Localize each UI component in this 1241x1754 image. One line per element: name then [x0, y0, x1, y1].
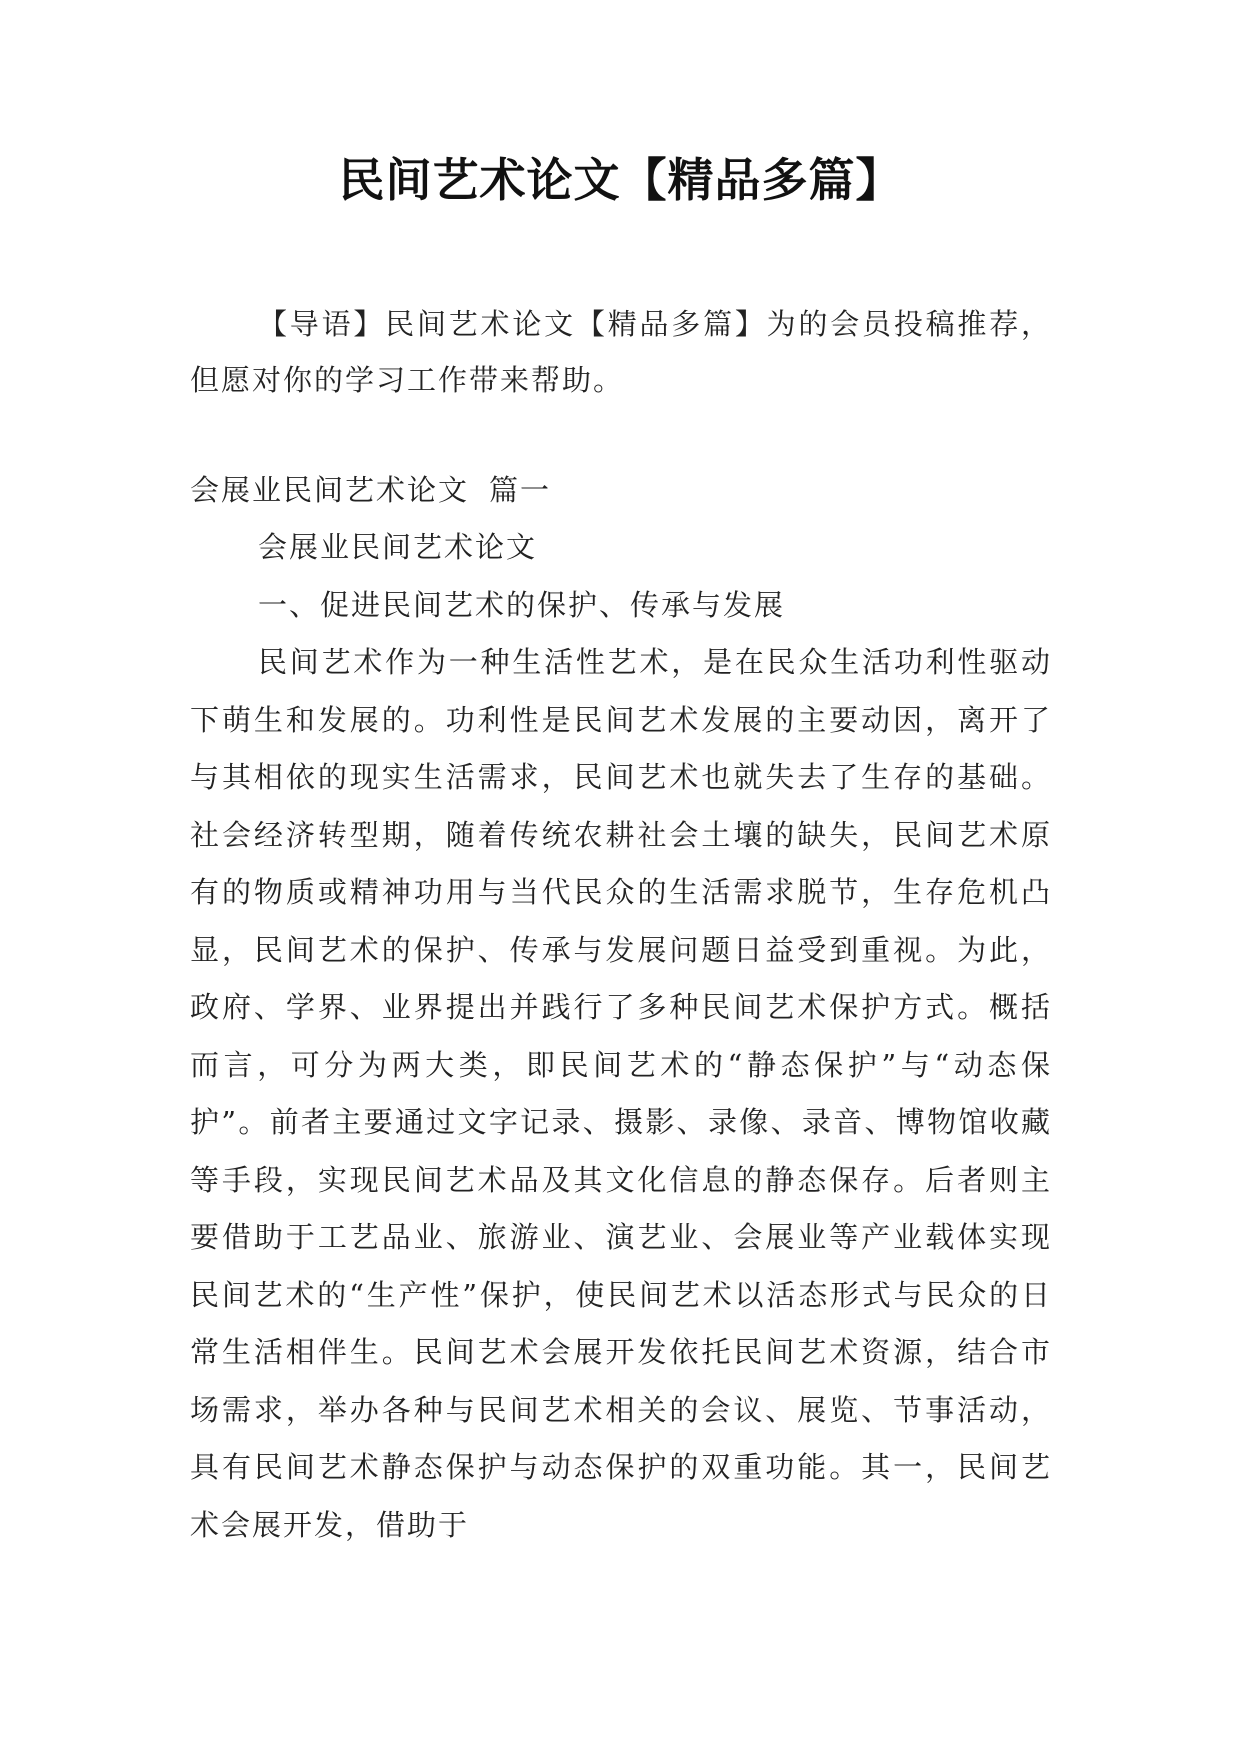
section-label: 篇一 — [489, 473, 552, 507]
section-heading-line — [190, 462, 1052, 518]
article-body — [190, 519, 1052, 1554]
body-paragraph: 民间艺术作为一种生活性艺术，是在民众生活功利性驱动下萌生和发展的。功利性是民间艺术发展的主要动因，离开了与其相依的现实生活需求，民间艺术也就失去了生存的基础。社会经济转型期，随着传统农耕社会土壤的缺失，民间艺术原有的物质或精神功用与当代民众的生活需求脱节，生存危机凸显，民间艺术的保护、传承与发展问题日益受到重视。为此，政府、学界、业界提出并践行了多种民间艺术保护方式。概括而言，可分为两大类，即民间艺术的“静态保护”与“动态保护”。前者主要通过文字记录、摄影、录像、录音、博物馆收藏等手段，实现民间艺术品及其文化信息的静态保存。后者则主要借助于工艺品业、旅游业、演艺业、会展业等产业载体实现民间艺术的“生产性”保护，使民间艺术以活态形式与民众的日常生活相伴生。民间艺术会展开发依托民间艺术资源，结合市场需求，举办各种与民间艺术相关的会议、展览、节事活动，具有民间艺术静态保护与动态保护的双重功能。其一，民间艺术会展开发，借助于 — [190, 645, 1052, 1542]
section-heading: 会展业民间艺术论文 — [190, 473, 470, 507]
intro-paragraph: 【导语】民间艺术论文【精品多篇】为的会员投稿推荐，但愿对你的学习工作带来帮助。 — [190, 307, 1052, 397]
article-subheading: 一、促进民间艺术的保护、传承与发展 — [258, 587, 786, 622]
document-title: 民间艺术论文【精品多篇】 — [338, 153, 903, 207]
article-subtitle: 会展业民间艺术论文 — [258, 530, 538, 564]
